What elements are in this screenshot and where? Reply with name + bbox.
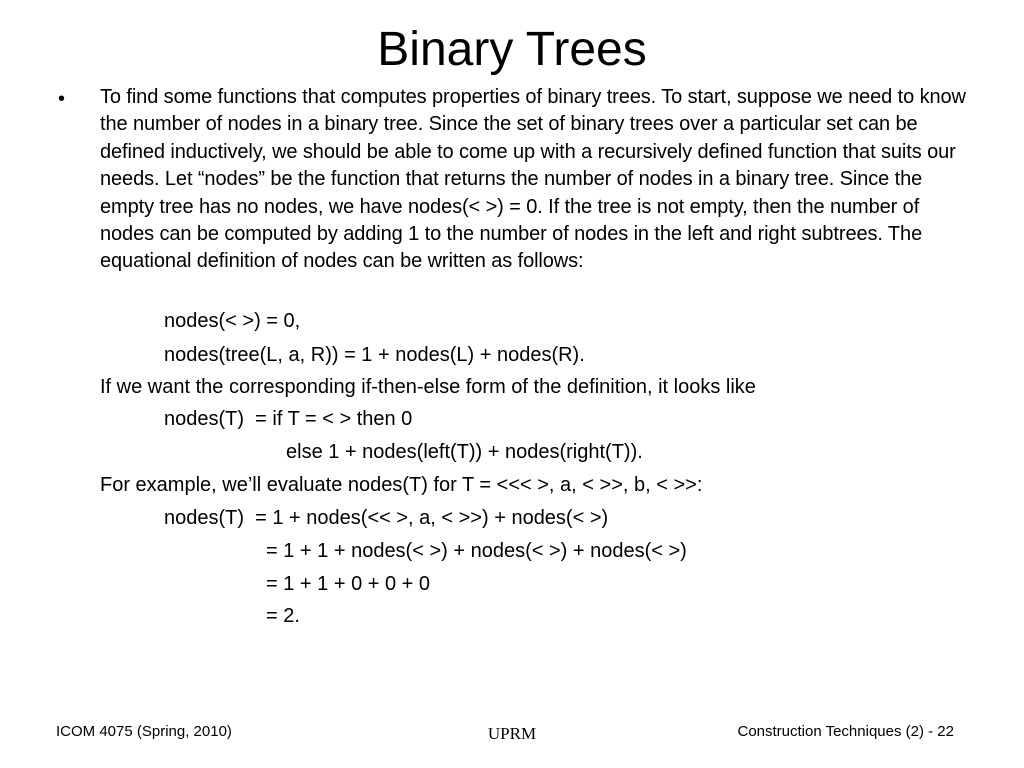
equation-base-case: nodes(< >) = 0, (164, 310, 301, 332)
equation-recursive-case: nodes(tree(L, a, R)) = 1 + nodes(L) + nodes(R). (164, 344, 585, 366)
footer-course: ICOM 4075 (Spring, 2010) (56, 723, 232, 740)
if-then-line-1: nodes(T) = if T = < > then 0 (164, 408, 413, 430)
evaluation-step-3: = 1 + 1 + 0 + 0 + 0 (266, 573, 431, 595)
if-then-line-2: else 1 + nodes(left(T)) + nodes(right(T)). (286, 441, 643, 463)
bullet-icon: • (58, 88, 66, 110)
footer-institution: UPRM (487, 724, 537, 743)
example-intro: For example, we’ll evaluate nodes(T) for T = <<< >, a, < >>, b, < >>: (100, 474, 703, 496)
footer-slide-number: Construction Techniques (2) - 22 (737, 723, 954, 740)
evaluation-step-1: nodes(T) = 1 + nodes(<< >, a, < >>) + nodes(< >) (164, 507, 609, 529)
intro-paragraph: To find some functions that computes properties of binary trees. To start, suppose we need to know the number of nodes in a binary tree. Since the set of binary trees over a particular set can be defined inductively, we should be able to come up with a recursively defined function that suits our needs. Let “nodes” be the function that returns the number of nodes in a binary tree. Since the empty tree has no nodes, we have nodes(< >) = 0. If the tree is not empty, then the number of nodes can be computed by adding 1 to the number of nodes in the left and right subtrees. The equational definition of nodes can be written as follows: (100, 86, 966, 273)
evaluation-step-4: = 2. (266, 605, 300, 627)
slide-title: Binary Trees (377, 23, 647, 76)
if-then-intro: If we want the corresponding if-then-else form of the definition, it looks like (100, 376, 756, 398)
evaluation-step-2: = 1 + 1 + nodes(< >) + nodes(< >) + nodes(< >) (266, 540, 687, 562)
